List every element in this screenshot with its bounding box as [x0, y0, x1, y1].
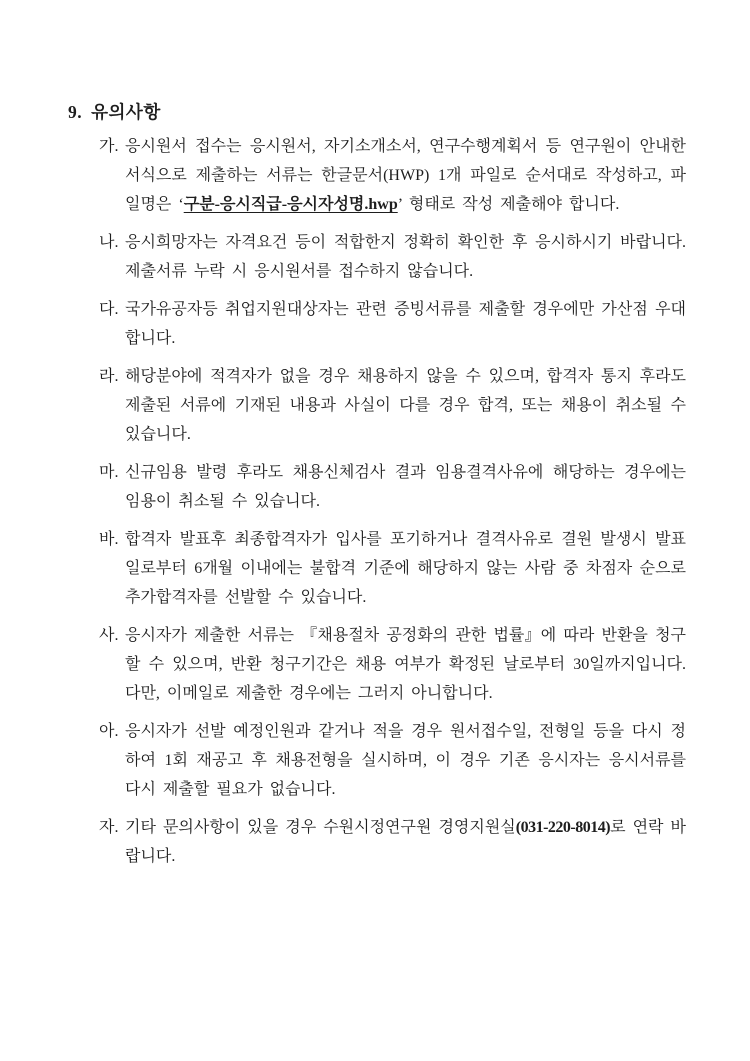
- list-item: [99, 132, 686, 219]
- item-text: 응시자가 제출한 서류는 『채용절차 공정화의 관한 법률』에 따라 반환을 청구할 수 있으며, 반환 청구기간은 채용 여부가 확정된 날로부터 30일까지입니다. 다만, 이메일로 제출한 경우에는 그러지 아니합니다.: [125, 627, 686, 702]
- section-number: 9.: [68, 102, 83, 122]
- item-label: 마.: [99, 464, 119, 481]
- item-text: 응시희망자는 자격요건 등이 적합한지 정확히 확인한 후 응시하시기 바랍니다. 제출서류 누락 시 응시원서를 접수하지 않습니다.: [125, 234, 686, 280]
- item-text-segment: 로 연락 바랍니다.: [125, 819, 686, 865]
- item-label: 가.: [99, 138, 119, 155]
- section-title: [68, 100, 686, 124]
- item-label: 사.: [99, 627, 119, 644]
- notice-list: [99, 132, 686, 871]
- list-item: [99, 525, 686, 612]
- list-item: [99, 228, 686, 286]
- item-text: [125, 813, 686, 871]
- item-text: 신규임용 발령 후라도 채용신체검사 결과 임용결격사유에 해당하는 경우에는 임용이 취소될 수 있습니다.: [125, 464, 686, 510]
- item-label: 바.: [99, 531, 119, 548]
- item-text: 국가유공자등 취업지원대상자는 관련 증빙서류를 제출할 경우에만 가산점 우대합니다.: [125, 301, 686, 347]
- section-title-text: 유의사항: [91, 102, 161, 122]
- item-label: 나.: [99, 234, 119, 251]
- item-label: 아.: [99, 723, 119, 740]
- list-item: [99, 295, 686, 353]
- item-text: 합격자 발표후 최종합격자가 입사를 포기하거나 결격사유로 결원 발생시 발표일로부터 6개월 이내에는 불합격 기준에 해당하지 않는 사람 중 차점자 순으로 추가합격자를 선발할 수 있습니다.: [125, 531, 686, 606]
- list-item: [99, 362, 686, 449]
- item-text: 해당분야에 적격자가 없을 경우 채용하지 않을 수 있으며, 합격자 통지 후라도 제출된 서류에 기재된 내용과 사실이 다를 경우 합격, 또는 채용이 취소될 수 있습니다.: [125, 368, 686, 443]
- item-text: 응시자가 선발 예정인원과 같거나 적을 경우 원서접수일, 전형일 등을 다시 정하여 1회 재공고 후 채용전형을 실시하며, 이 경우 기존 응시자는 응시서류를 다시 제출할 필요가 없습니다.: [125, 723, 686, 798]
- item-text: [125, 132, 686, 219]
- item-label: 다.: [99, 301, 119, 318]
- phone-number: (031-220-8014): [515, 819, 611, 836]
- item-text-segment: 기타 문의사항이 있을 경우 수원시정연구원 경영지원실: [125, 819, 516, 836]
- filename-emphasis: 구분-응시직급-응시자성명.hwp: [183, 196, 398, 213]
- list-item: [99, 458, 686, 516]
- item-text-segment: 응시원서 접수는 응시원서, 자기소개소서, 연구수행계획서 등 연구원이 안내한 서식으로 제출하는 서류는 한글문서(HWP) 1개 파일로 순서대로 작성하고, 파일명은 ‘: [125, 138, 686, 213]
- list-item: [99, 717, 686, 804]
- item-label: 자.: [99, 819, 119, 836]
- list-item: [99, 621, 686, 708]
- item-text-segment: ’ 형태로 작성 제출해야 합니다.: [397, 196, 620, 213]
- item-label: 라.: [99, 368, 119, 385]
- notice-section: [68, 100, 686, 871]
- list-item: [99, 813, 686, 871]
